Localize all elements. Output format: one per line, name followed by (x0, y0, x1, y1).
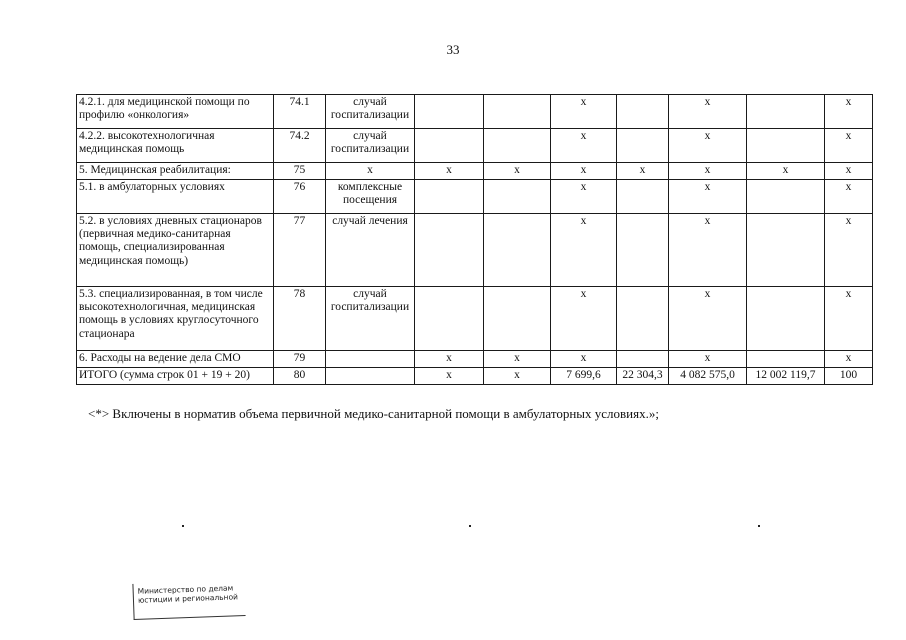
row-code-cell: 77 (274, 214, 326, 287)
table-row (77, 287, 873, 351)
value-cell (484, 95, 551, 129)
value-cell: x (415, 351, 484, 368)
scan-dot (758, 525, 760, 527)
row-name-cell: 4.2.2. высокотехнологичная медицинская помощь (77, 129, 274, 163)
value-cell (484, 214, 551, 287)
value-cell (747, 180, 825, 214)
value-cell (484, 180, 551, 214)
row-code-cell: 74.1 (274, 95, 326, 129)
row-name-cell: 5.2. в условиях дневных стационаров (первичная медико-санитарная помощь, специализированная медицинская помощь) (77, 214, 274, 287)
value-cell (617, 129, 669, 163)
value-cell: x (825, 95, 873, 129)
row-unit-cell: случай госпитализации (326, 287, 415, 351)
value-cell (617, 95, 669, 129)
row-code-cell: 76 (274, 180, 326, 214)
value-cell (617, 180, 669, 214)
row-unit-cell: комплексные посещения (326, 180, 415, 214)
row-code-cell: 75 (274, 163, 326, 180)
value-cell (747, 95, 825, 129)
volume-norms-table (76, 94, 873, 385)
value-cell: x (484, 163, 551, 180)
value-cell: x (825, 129, 873, 163)
value-cell: x (551, 287, 617, 351)
value-cell (484, 129, 551, 163)
table-row (77, 368, 873, 385)
value-cell (747, 287, 825, 351)
table-row (77, 214, 873, 287)
value-cell: x (415, 163, 484, 180)
stamp-line-2: юстиции и региональной (137, 592, 239, 606)
row-unit-cell (326, 368, 415, 385)
value-cell: x (551, 351, 617, 368)
value-cell: x (669, 351, 747, 368)
footnote: <*> Включены в норматив объема первичной медико-санитарной помощи в амбулаторных условиях.»; (88, 406, 659, 421)
value-cell: x (669, 287, 747, 351)
value-cell (484, 287, 551, 351)
row-code-cell: 79 (274, 351, 326, 368)
value-cell: x (825, 214, 873, 287)
value-cell: x (669, 129, 747, 163)
value-cell: 100 (825, 368, 873, 385)
value-cell: x (484, 368, 551, 385)
value-cell: x (825, 163, 873, 180)
row-name-cell: 4.2.1. для медицинской помощи по профилю «онкология» (77, 95, 274, 129)
value-cell (415, 95, 484, 129)
value-cell: x (669, 163, 747, 180)
value-cell: x (415, 368, 484, 385)
value-cell: x (551, 129, 617, 163)
value-cell: x (669, 180, 747, 214)
ministry-stamp (132, 580, 245, 620)
row-unit-cell: x (326, 163, 415, 180)
stamp-line-1: Министерство по делам (137, 583, 234, 596)
row-unit-cell: случай госпитализации (326, 95, 415, 129)
value-cell: x (551, 180, 617, 214)
row-name-cell: 5. Медицинская реабилитация: (77, 163, 274, 180)
value-cell (617, 287, 669, 351)
row-name-cell: ИТОГО (сумма строк 01 + 19 + 20) (77, 368, 274, 385)
page-number: 33 (446, 42, 460, 57)
value-cell (747, 214, 825, 287)
value-cell (747, 351, 825, 368)
value-cell: x (551, 95, 617, 129)
row-unit-cell: случай госпитализации (326, 129, 415, 163)
value-cell (617, 214, 669, 287)
row-name-cell: 6. Расходы на ведение дела СМО (77, 351, 274, 368)
row-code-cell: 78 (274, 287, 326, 351)
table-row (77, 180, 873, 214)
row-name-cell: 5.1. в амбулаторных условиях (77, 180, 274, 214)
row-unit-cell: случай лечения (326, 214, 415, 287)
value-cell: x (669, 95, 747, 129)
value-cell: x (551, 214, 617, 287)
table-row (77, 163, 873, 180)
value-cell (415, 287, 484, 351)
value-cell: 12 002 119,7 (747, 368, 825, 385)
value-cell: x (551, 163, 617, 180)
scan-dot (182, 525, 184, 527)
value-cell (617, 351, 669, 368)
row-code-cell: 80 (274, 368, 326, 385)
value-cell: x (669, 214, 747, 287)
value-cell: x (825, 287, 873, 351)
value-cell (415, 129, 484, 163)
value-cell (415, 214, 484, 287)
table-row (77, 95, 873, 129)
value-cell: 22 304,3 (617, 368, 669, 385)
value-cell: x (747, 163, 825, 180)
value-cell: x (617, 163, 669, 180)
value-cell: x (484, 351, 551, 368)
value-cell: 7 699,6 (551, 368, 617, 385)
table-body (77, 95, 873, 385)
scan-dot (469, 525, 471, 527)
value-cell: x (825, 180, 873, 214)
value-cell (747, 129, 825, 163)
value-cell: x (825, 351, 873, 368)
value-cell: 4 082 575,0 (669, 368, 747, 385)
value-cell (415, 180, 484, 214)
row-code-cell: 74.2 (274, 129, 326, 163)
row-unit-cell (326, 351, 415, 368)
table-row (77, 129, 873, 163)
table-row (77, 351, 873, 368)
row-name-cell: 5.3. специализированная, в том числе высокотехнологичная, медицинская помощь в условиях круглосуточного стационара (77, 287, 274, 351)
